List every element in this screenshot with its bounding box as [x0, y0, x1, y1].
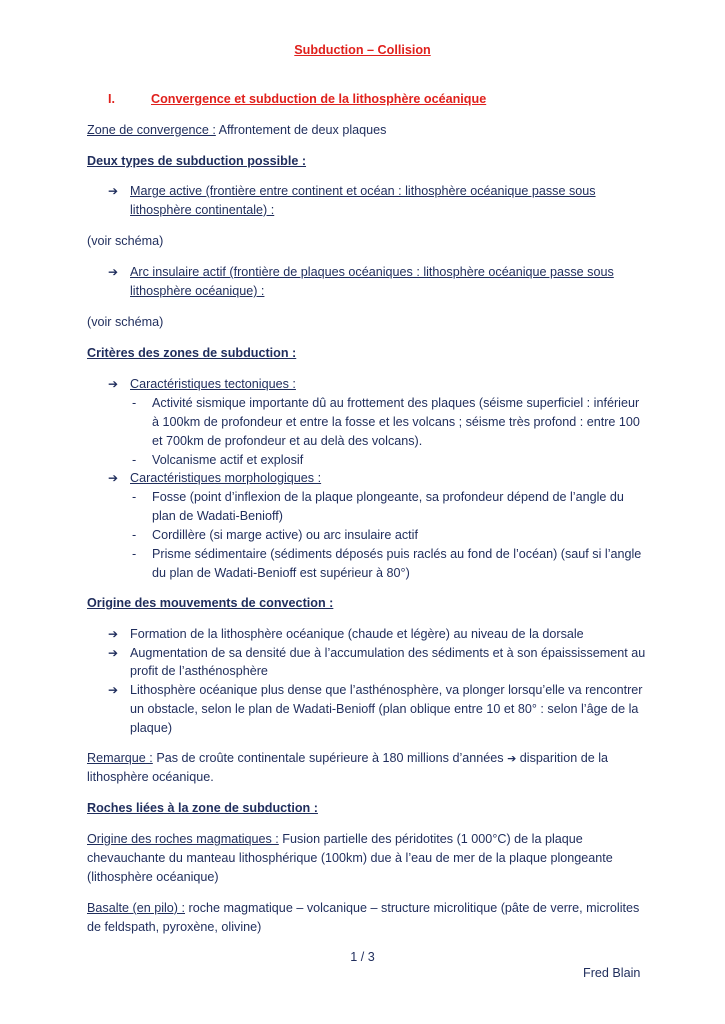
criteres-heading: Critères des zones de subduction : [87, 346, 297, 360]
magmatic-line: (lithosphère océanique) [87, 870, 219, 884]
voir-schema: (voir schéma) [87, 315, 164, 329]
dash-bullet: - [132, 490, 137, 504]
list-item-line: à 100km de profondeur et entre la fosse et les volcans ; séisme très profond : entre 100 [152, 415, 640, 429]
zone-paragraph [87, 121, 386, 140]
page-title: Subduction – Collision [294, 43, 431, 57]
magmatic-label: Origine des roches magmatiques : [87, 832, 279, 846]
zone-label: Zone de convergence : [87, 123, 216, 137]
list-item-line: profit de l’asthénosphère [130, 664, 268, 678]
origine-heading: Origine des mouvements de convection : [87, 596, 334, 610]
list-item-line: Activité sismique importante dû au frottement des plaques (séisme superficiel : inférieur [152, 396, 640, 410]
list-item-line: Prisme sédimentaire (sédiments déposés puis raclés au fond de l’océan) (sauf si l’angle [152, 547, 642, 561]
list-item-line: lithosphère océanique) : [130, 284, 265, 298]
morphologic-label: Caractéristiques morphologiques : [130, 471, 322, 485]
zone-text: Affrontement de deux plaques [218, 123, 387, 137]
list-item-line: Volcanisme actif et explosif [152, 453, 304, 467]
arrow-right-icon: ➔ [108, 646, 119, 660]
magmatic-text: Fusion partielle des péridotites (1 000°C) de la plaque [282, 832, 583, 846]
magmatic-line: chevauchante du manteau lithosphérique (100km) due à l’eau de mer de la plaque plongeante [87, 851, 613, 865]
list-item-line: du plan de Wadati-Benioff est supérieur à 80°) [152, 566, 410, 580]
basalte-paragraph [87, 899, 639, 918]
arrow-right-icon: ➔ [108, 627, 119, 641]
remarque-text: disparition de la [519, 751, 609, 765]
arrow-right-icon: ➔ [507, 753, 517, 765]
remarque-label: Remarque : [87, 751, 153, 765]
list-item-line: un obstacle, selon le plan de Wadati-Benioff (plan oblique entre 10 et 80° : selon l’âge de la [130, 702, 639, 716]
basalte-text: roche magmatique – volcanique – structure microlitique (pâte de verre, microlites [188, 901, 640, 915]
list-item-line: Lithosphère océanique plus dense que l’asthénosphère, va plonger lorsqu’elle va rencontrer [130, 683, 643, 697]
remarque-line: lithosphère océanique. [87, 770, 214, 784]
arrow-right-icon: ➔ [108, 377, 119, 391]
list-item-line: Arc insulaire actif (frontière de plaques océaniques : lithosphère océanique passe sous [130, 265, 614, 279]
basalte-label: Basalte (en pilo) : [87, 901, 186, 915]
remarque-text: Pas de croûte continentale supérieure à 180 millions d’années [156, 751, 504, 765]
magmatic-paragraph [87, 830, 583, 849]
arrow-right-icon: ➔ [108, 471, 119, 485]
dash-bullet: - [132, 528, 137, 542]
list-item-line: Formation de la lithosphère océanique (chaude et légère) au niveau de la dorsale [130, 627, 584, 641]
voir-schema: (voir schéma) [87, 234, 164, 248]
section-number: I. [108, 92, 115, 106]
arrow-right-icon: ➔ [108, 265, 119, 279]
list-item-line: Augmentation de sa densité due à l’accumulation des sédiments et à son épaississement au [130, 646, 646, 660]
arrow-right-icon: ➔ [108, 184, 119, 198]
list-item-line: Cordillère (si marge active) ou arc insulaire actif [152, 528, 418, 542]
list-item-line: plan de Wadati-Benioff) [152, 509, 283, 523]
basalte-line: de feldspath, pyroxène, olivine) [87, 920, 262, 934]
list-item-line: Marge active (frontière entre continent et océan : lithosphère océanique passe sous [130, 184, 596, 198]
roches-heading: Roches liées à la zone de subduction : [87, 801, 318, 815]
types-heading: Deux types de subduction possible : [87, 154, 307, 168]
dash-bullet: - [132, 547, 137, 561]
list-item-line: Fosse (point d’inflexion de la plaque plongeante, sa profondeur dépend de l’angle du [152, 490, 624, 504]
dash-bullet: - [132, 396, 137, 410]
author-name: Fred Blain [583, 966, 641, 980]
remarque-paragraph [87, 749, 608, 769]
list-item-line: lithosphère continentale) : [130, 203, 275, 217]
tectonic-label: Caractéristiques tectoniques : [130, 377, 296, 391]
list-item-line: et 700km de profondeur et au delà des volcans). [152, 434, 423, 448]
section-title: Convergence et subduction de la lithosphère océanique [151, 92, 487, 106]
dash-bullet: - [132, 453, 137, 467]
list-item-line: plaque) [130, 721, 173, 735]
page-number: 1 / 3 [350, 950, 375, 964]
arrow-right-icon: ➔ [108, 683, 119, 697]
